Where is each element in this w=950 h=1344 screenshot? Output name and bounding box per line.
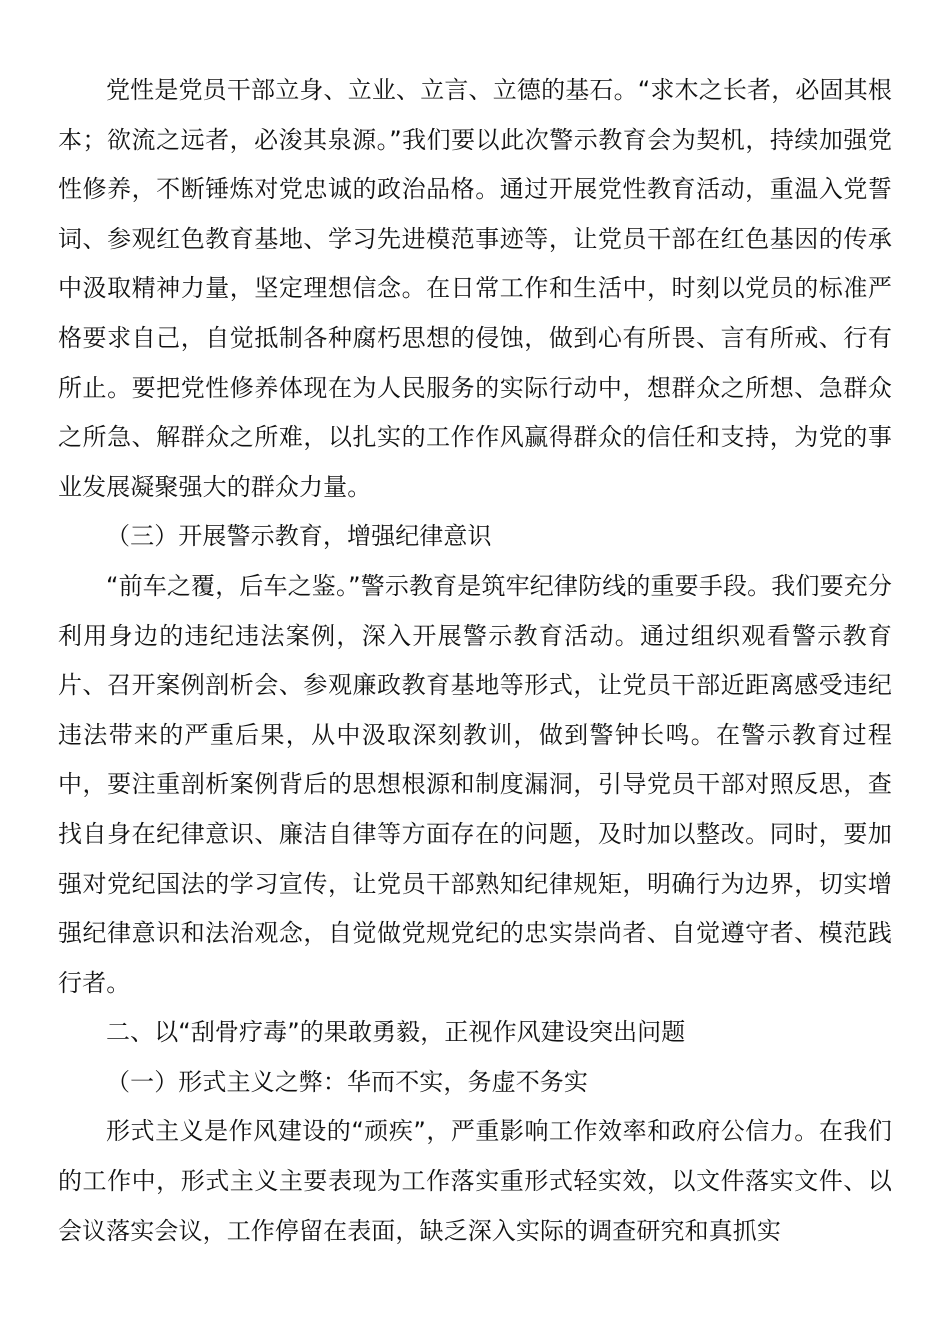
body-paragraph-formalism: 形式主义是作风建设的“顽疾”，严重影响工作效率和政府公信力。在我们的工作中，形式主义主要表现为工作落实重形式轻实效，以文件落实文件、以会议落实会议，工作停留在表面，缺乏深入实际的调查研究和真抓实 <box>58 1117 892 1245</box>
body-paragraph-warning-education: “前车之覆，后车之鉴。”警示教育是筑牢纪律防线的重要手段。我们要充分利用身边的违纪违法案例，深入开展警示教育活动。通过组织观看警示教育片、召开案例剖析会、参观廉政教育基地等形式，让党员干部近距离感受违纪违法带来的严重后果，从中汲取深刻教训，做到警钟长鸣。在警示教育过程中，要注重剖析案例背后的思想根源和制度漏洞，引导党员干部对照反思，查找自身在纪律意识、廉洁自律等方面存在的问题，及时加以整改。同时，要加强对党纪国法的学习宣传，让党员干部熟知纪律规矩，明确行为边界，切实增强纪律意识和法治观念，自觉做党规党纪的忠实崇尚者、自觉遵守者、模范践行者。 <box>58 571 892 997</box>
section-heading-warning-education: （三）开展警示教育，增强纪律意识 <box>106 522 492 551</box>
chapter-heading-style-issues: 二、以“刮骨疗毒”的果敢勇毅，正视作风建设突出问题 <box>106 1018 686 1047</box>
document-page <box>58 66 892 1256</box>
body-paragraph-party-spirit: 党性是党员干部立身、立业、立言、立德的基石。“求木之长者，必固其根本；欲流之远者，必浚其泉源。”我们要以此次警示教育会为契机，持续加强党性修养，不断锤炼对党忠诚的政治品格。通过开展党性教育活动，重温入党誓词、参观红色教育基地、学习先进模范事迹等，让党员干部在红色基因的传承中汲取精神力量，坚定理想信念。在日常工作和生活中，时刻以党员的标准严格要求自己，自觉抵制各种腐朽思想的侵蚀，做到心有所畏、言有所戒、行有所止。要把党性修养体现在为人民服务的实际行动中，想群众之所想、急群众之所急、解群众之所难，以扎实的工作作风赢得群众的信任和支持，为党的事业发展凝聚强大的群众力量。 <box>58 76 892 501</box>
section-heading-formalism: （一）形式主义之弊：华而不实，务虚不务实 <box>106 1067 588 1096</box>
